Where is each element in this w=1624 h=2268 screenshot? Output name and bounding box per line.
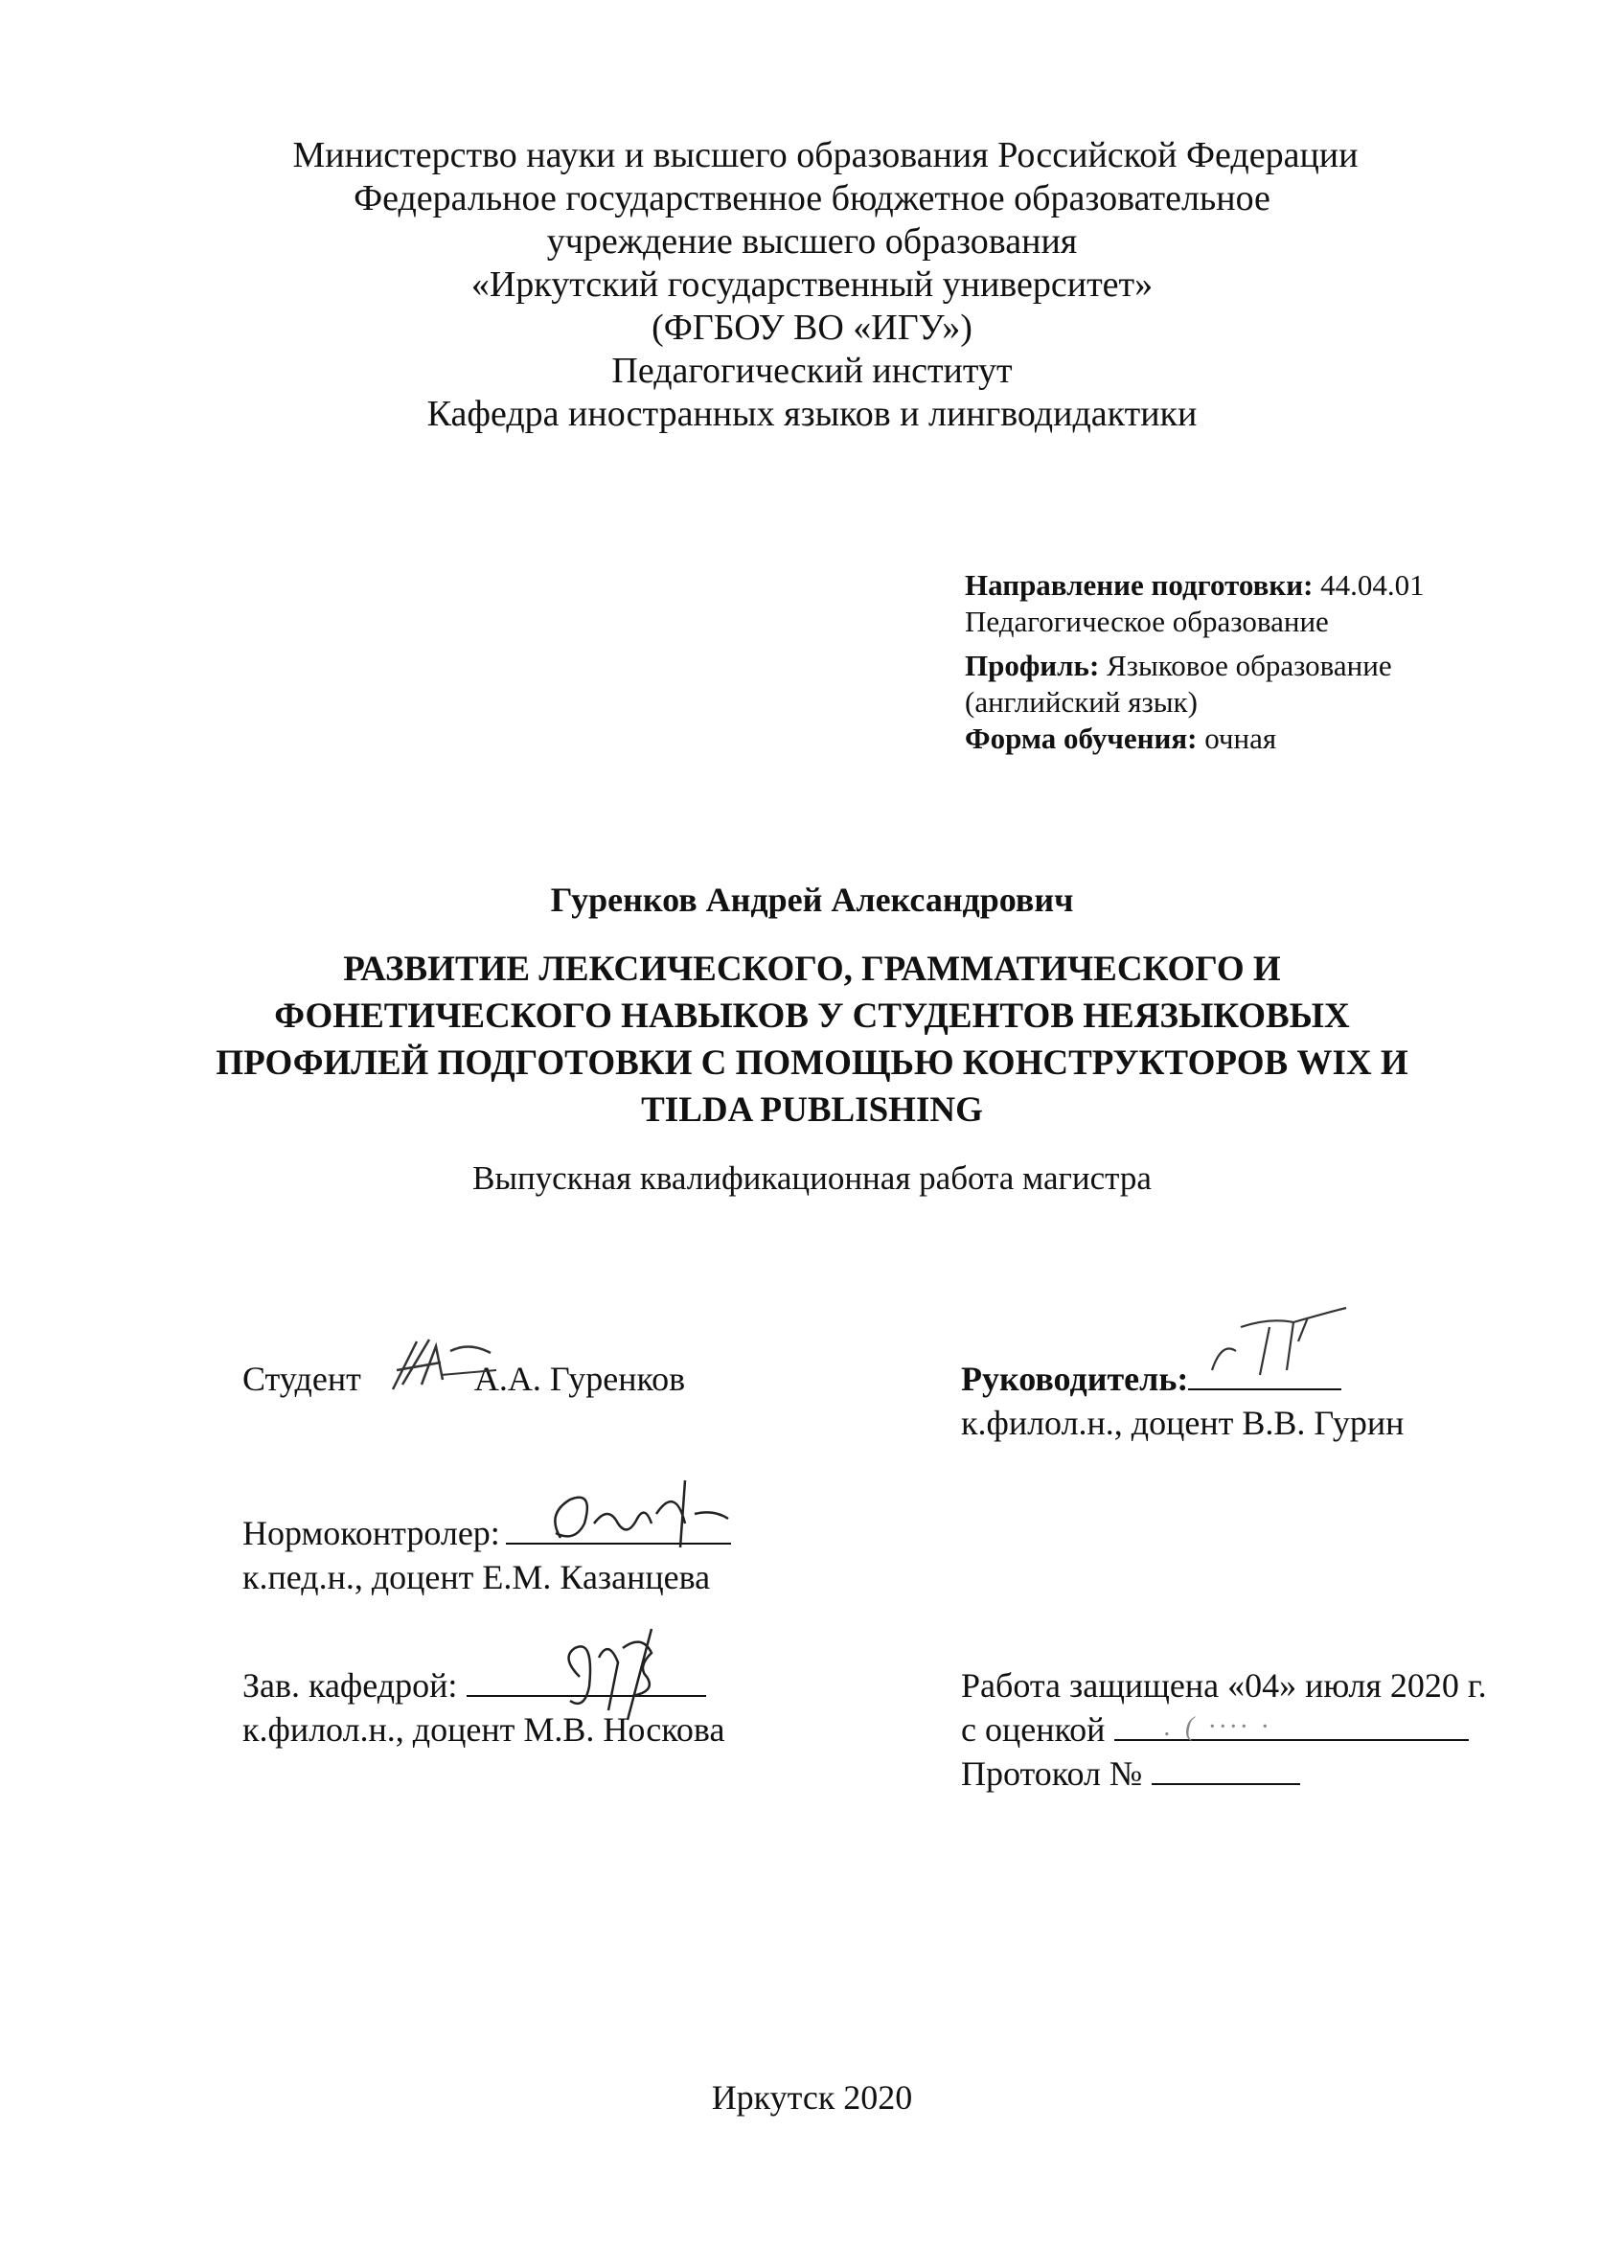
supervisor-signature	[1202, 1303, 1356, 1385]
study-details	[965, 567, 1578, 757]
profile-value: Языковое образование	[1107, 649, 1392, 682]
supervisor-name: к.филол.н., доцент В.В. Гурин	[961, 1404, 1405, 1442]
direction-label: Направление подготовки:	[965, 568, 1314, 602]
university-name-line: «Иркутский государственный университет»	[470, 264, 1154, 305]
profile-row	[965, 648, 1578, 684]
supervisor-label: Руководитель:	[961, 1360, 1189, 1398]
title-line-3: ПРОФИЛЕЙ ПОДГОТОВКИ С ПОМОЩЬЮ КОНСТРУКТОРОВ WIX И	[216, 1043, 1408, 1083]
grade-handwriting: . ( ···· ·	[1164, 1712, 1272, 1742]
student-signature	[383, 1332, 498, 1404]
direction-code: 44.04.01	[1320, 568, 1425, 602]
institute-line: Педагогический институт	[611, 351, 1013, 391]
work-type: Выпускная квалификационная работа магистра	[472, 1159, 1152, 1197]
form-row	[965, 721, 1578, 757]
profile-value-2: (английский язык)	[965, 685, 1198, 719]
student-label: Студент	[242, 1360, 361, 1398]
direction-name: Педагогическое образование	[965, 605, 1329, 638]
normcontrol-signature	[541, 1466, 733, 1557]
title-line-1: РАЗВИТИЕ ЛЕКСИЧЕСКОГО, ГРАММАТИЧЕСКОГО И	[343, 950, 1281, 989]
normcontrol-label: Нормоконтролер:	[242, 1514, 500, 1552]
profile-label: Профиль:	[965, 649, 1100, 682]
institution-type-line-2: учреждение высшего образования	[546, 221, 1078, 262]
grade-label: с оценкой	[961, 1710, 1106, 1749]
form-value: очная	[1204, 722, 1277, 755]
university-abbr-line: (ФГБОУ ВО «ИГУ»)	[652, 308, 972, 348]
institution-type-line: Федеральное государственное бюджетное образовательное	[354, 178, 1270, 218]
defense-date: Работа защищена «04» июля 2020 г.	[961, 1666, 1487, 1705]
institution-header	[0, 134, 1624, 436]
head-name: к.филол.н., доцент М.В. Носкова	[242, 1710, 725, 1749]
title-line-2: ФОНЕТИЧЕСКОГО НАВЫКОВ У СТУДЕНТОВ НЕЯЗЫКОВЫХ	[274, 997, 1350, 1036]
head-label: Зав. кафедрой:	[242, 1666, 458, 1705]
city-year: Иркутск 2020	[711, 2078, 913, 2117]
normcontrol-name: к.пед.н., доцент Е.М. Казанцева	[242, 1558, 711, 1596]
department-line: Кафедра иностранных языков и лингводидактики	[426, 394, 1198, 434]
ministry-line: Министерство науки и высшего образования Российской Федерации	[292, 135, 1359, 175]
direction-row	[965, 567, 1578, 604]
protocol-label: Протокол №	[961, 1754, 1143, 1793]
title-line-4: TILDA PUBLISHING	[641, 1090, 983, 1130]
protocol-row	[961, 1753, 1300, 1795]
student-name: А.А. Гуренков	[473, 1360, 686, 1398]
author-name: Гуренков Андрей Александрович	[550, 881, 1074, 919]
form-label: Форма обучения:	[965, 722, 1198, 755]
protocol-line	[1152, 1754, 1300, 1785]
thesis-title	[0, 946, 1624, 1134]
